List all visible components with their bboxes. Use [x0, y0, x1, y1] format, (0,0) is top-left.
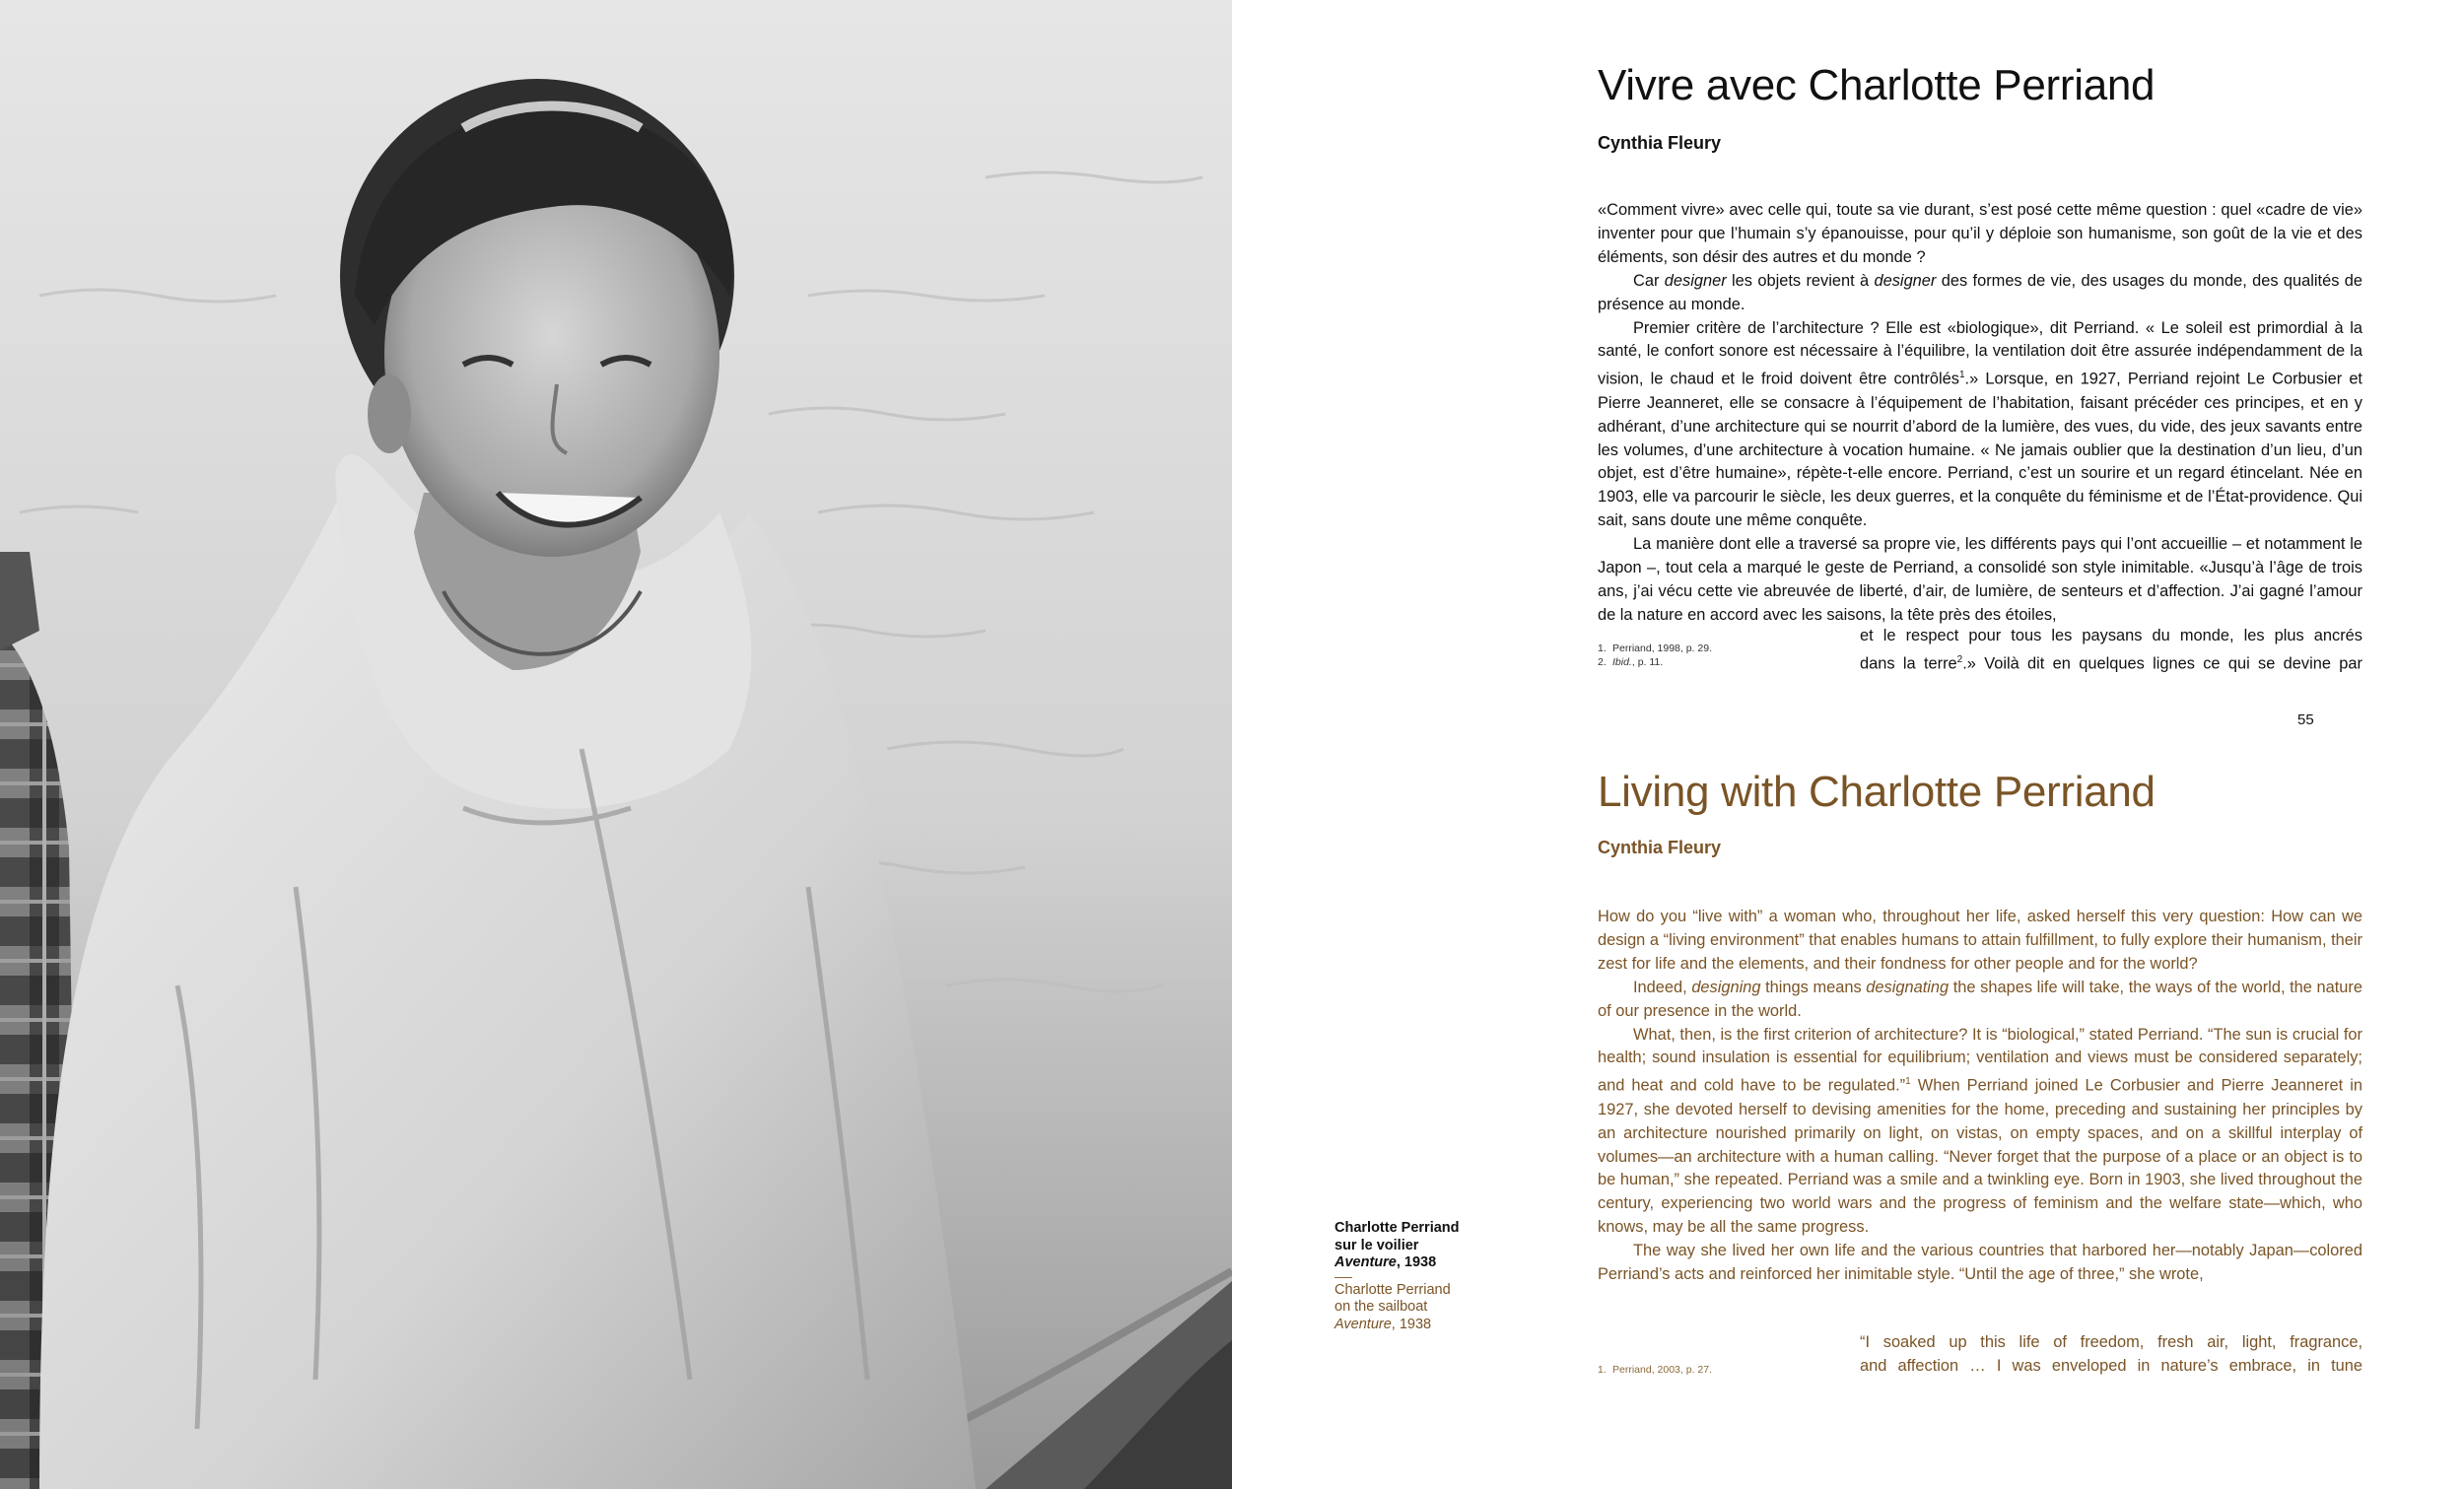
english-tail-line: “I soaked up this life of freedom, fresh air, light, fragrance, — [1860, 1333, 2362, 1351]
french-paragraph: La manière dont elle a traversé sa propre vie, les différents pays qui l’ont accueillie – et notamment le Japon –, tout cela a marqué le geste de Perriand, a consolidé son style inimitable. «Jusqu’à l’âge de trois ans, j’ai vécu cette vie abreuvée de liberté, d’air, de lumière, de senteurs et d’affection. J’ai gagné l’amour de la nature en accord avec les saisons, la tête près des étoiles, — [1598, 535, 2362, 624]
footnote: 1. Perriand, 1998, p. 29. — [1598, 643, 1712, 654]
english-title: Living with Charlotte Perriand — [1598, 768, 2156, 816]
french-body-continued — [1860, 625, 2362, 676]
french-tail-line: dans la terre$^2$.» Voilà dit en quelques lignes ce qui se devine par — [1860, 653, 2362, 673]
french-body — [1598, 199, 2362, 628]
caption-french: Charlotte Perriand sur le voilier Aventure, 1938 — [1335, 1220, 1460, 1271]
french-author: Cynthia Fleury — [1598, 133, 1722, 153]
english-paragraph: The way she lived her own life and the various countries that harbored her—notably Japan—colored Perriand’s acts and reinforced her inimitable style. “Until the age of three,” she wrote, — [1598, 1242, 2362, 1284]
english-footnotes — [1598, 1363, 1712, 1377]
french-tail-line: et le respect pour tous les paysans du monde, les plus ancrés — [1860, 627, 2362, 644]
english-body-continued — [1860, 1331, 2362, 1379]
english-author: Cynthia Fleury — [1598, 838, 1722, 857]
photo-caption — [1335, 1220, 1463, 1334]
caption-english: Charlotte Perriand on the sailboat Aventure, 1938 — [1335, 1281, 1451, 1332]
french-paragraph: Premier critère de l’architecture ? Elle est «biologique», dit Perriand. « Le soleil est primordial à la santé, le confort sonore est nécessaire à l’équilibre, la ventilation doit être assurée indépendamment de la vision, le chaud et le froid doivent être contrôlés$^1$.» Lorsque, en 1927, Perriand rejoint Le Corbusier et Pierre Jeanneret, elle se consacre à l’équipement de l’habitation, faisant précéder ces principes, et en y adhérant, d’une architecture qui se nourrit d’abord de la lumière, des vues, du vide, des jeux savants entre les volumes, d’une architecture à vocation humaine. « Ne jamais oublier que la destination d’un lieu, d’un objet, est d’être humaine», répète-t-elle encore. Perriand, c’est un sourire et un regard étincelant. Née en 1903, elle va parcourir le siècle, les deux guerres, et la conquête du féminisme et de l’État-providence. Qui sait, sans doute une même conquête. — [1598, 318, 2362, 530]
footnote-ref[interactable]: 1 — [1905, 1076, 1911, 1088]
french-paragraph: Car designer les objets revient à designer des formes de vie, des usages du monde, des qualités de présence au monde. — [1598, 271, 2362, 313]
footnote: 2. Ibid., p. 11. — [1598, 656, 1664, 668]
footnote-ref[interactable]: 2 — [1956, 653, 1963, 665]
caption-divider — [1335, 1277, 1352, 1278]
french-paragraph: «Comment vivre» avec celle qui, toute sa vie durant, s’est posé cette même question : quel «cadre de vie» inventer pour que l’humain s’y épanouisse, pour qu’il y déploie son humanisme, son goût de la vie et des éléments, son désir des autres et du monde ? — [1598, 201, 2362, 266]
french-title: Vivre avec Charlotte Perriand — [1598, 61, 2156, 109]
english-tail-line: and affection … I was enveloped in nature’s embrace, in tune — [1860, 1356, 2362, 1375]
page-number: 55 — [2297, 711, 2314, 728]
footnote: 1. Perriand, 2003, p. 27. — [1598, 1364, 1712, 1376]
english-body — [1598, 906, 2362, 1287]
english-paragraph: Indeed, designing things means designating the shapes life will take, the ways of the world, the nature of our presence in the world. — [1598, 978, 2362, 1020]
french-footnotes — [1598, 642, 1712, 669]
english-paragraph: What, then, is the first criterion of architecture? It is “biological,” stated Perriand. “The sun is crucial for health; sound insulation is essential for equilibrium; ventilation and views must be considered separately; and heat and cold have to be regulated.”$^1$ When Perriand joined Le Corbusier and Pierre Jeanneret in 1927, she devoted herself to devising amenities for the home, preceding and sustaining her principles by an architecture nourished primarily on light, on vistas, on empty spaces, and on a skillful interplay of volumes—an architecture with a human calling. “Never forget that the purpose of a place or an object is to be human,” she repeated. Perriand was a smile and a twinkling eye. Born in 1903, she lived throughout the century, experiencing two world wars and the progress of feminism and the welfare state—which, who knows, may be all the same progress. — [1598, 1025, 2363, 1237]
footnote-ref[interactable]: 1 — [1958, 370, 1965, 381]
english-paragraph: How do you “live with” a woman who, throughout her life, asked herself this very question: How can we design a “living environment” that enables humans to attain fulfillment, to fully explore their humanism, their zest for life and the elements, and their fondness for other people and for the world? — [1598, 908, 2362, 973]
